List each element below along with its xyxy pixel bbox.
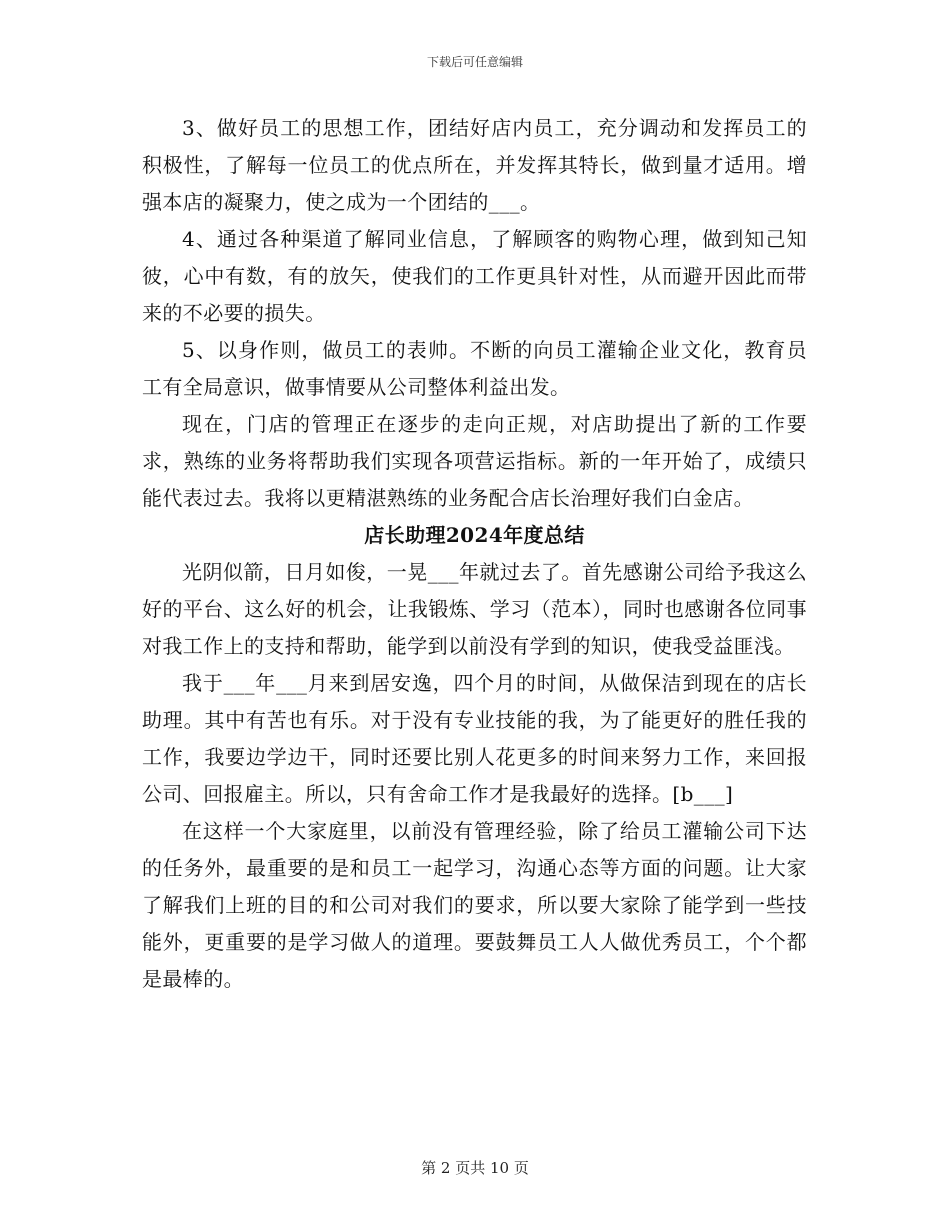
paragraph-item-4: 4、通过各种渠道了解同业信息，了解顾客的购物心理，做到知己知彼，心中有数，有的放矢，使我们的工作更具针对性，从而避开因此而带来的不必要的损失。 [142, 227, 807, 325]
paragraph-item-3: 3、做好员工的思想工作，团结好店内员工，充分调动和发挥员工的积极性，了解每一位员工的优点所在，并发挥其特长，做到量才适用。增强本店的凝聚力，使之成为一个团结的___。 [142, 116, 807, 214]
paragraph-team: 在这样一个大家庭里，以前没有管理经验，除了给员工灌输公司下达的任务外，最重要的是和员工一起学习，沟通心态等方面的问题。让大家了解我们上班的目的和公司对我们的要求，所以要大家除了能学到一些技能外，更重要的是学习做人的道理。要鼓舞员工人人做优秀员工，个个都是最棒的。 [142, 819, 807, 991]
paragraph-experience: 我于___年___月来到居安逸，四个月的时间，从做保洁到现在的店长助理。其中有苦也有乐。对于没有专业技能的我，为了能更好的胜任我的工作，我要边学边干，同时还要比别人花更多的时间来努力工作，来回报公司、回报雇主。所以，只有舍命工作才是我最好的选择。[b___] [142, 671, 807, 806]
section-title: 店长助理2024年度总结 [364, 523, 585, 547]
document-body [142, 110, 807, 998]
paragraph-conclusion: 现在，门店的管理正在逐步的走向正规，对店助提出了新的工作要求，熟练的业务将帮助我们实现各项营运指标。新的一年开始了，成绩只能代表过去。我将以更精湛熟练的业务配合店长治理好我们白金店。 [142, 412, 807, 510]
paragraph-intro: 光阴似箭，日月如俊，一晃___年就过去了。首先感谢公司给予我这么好的平台、这么好的机会，让我锻炼、学习（范本），同时也感谢各位同事对我工作上的支持和帮助，能学到以前没有学到的知识，使我受益匪浅。 [142, 560, 807, 658]
page-header: 下载后可任意编辑 [426, 55, 523, 69]
paragraph-item-5: 5、以身作则，做员工的表帅。不断的向员工灌输企业文化，教育员工有全局意识，做事情要从公司整体利益出发。 [142, 338, 807, 399]
page-footer: 第 2 页共 10 页 [421, 1159, 529, 1177]
